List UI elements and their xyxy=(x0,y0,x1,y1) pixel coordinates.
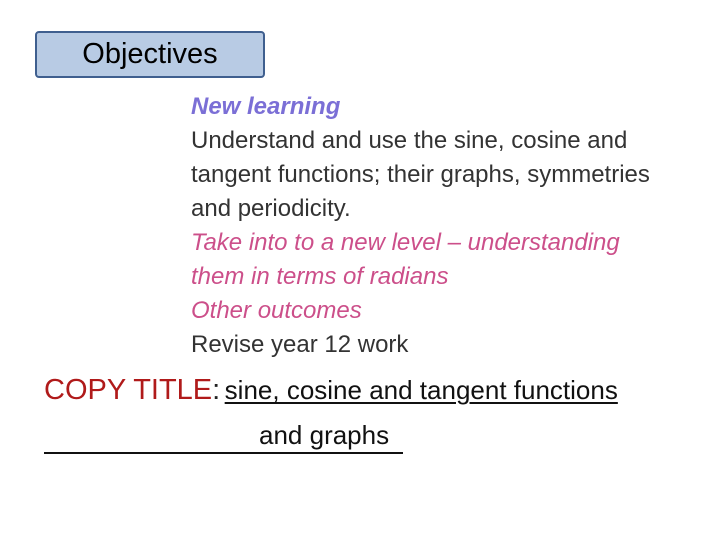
extension-line-2: them in terms of radians xyxy=(191,263,449,290)
objectives-badge-label: Objectives xyxy=(82,38,218,70)
objectives-badge xyxy=(35,31,265,78)
objective-line-3: and periodicity. xyxy=(191,195,351,222)
extension-line-1: Take into to a new level – understanding xyxy=(191,229,620,256)
objective-line-2: tangent functions; their graphs, symmetries xyxy=(191,161,650,188)
revise-line: Revise year 12 work xyxy=(191,331,409,358)
copy-title-row xyxy=(44,374,618,407)
copy-title-text-line-1: sine, cosine and tangent functions xyxy=(224,375,618,405)
copy-title-label: COPY TITLE xyxy=(44,374,213,406)
objective-line-1: Understand and use the sine, cosine and xyxy=(191,127,628,154)
copy-title-text-line-2: and graphs xyxy=(259,420,390,450)
objectives-list xyxy=(191,90,720,362)
copy-title-colon: : xyxy=(212,374,221,406)
other-outcomes-heading: Other outcomes xyxy=(191,297,362,324)
title-underline-rule xyxy=(44,452,403,454)
new-learning-heading: New learning xyxy=(191,93,341,120)
